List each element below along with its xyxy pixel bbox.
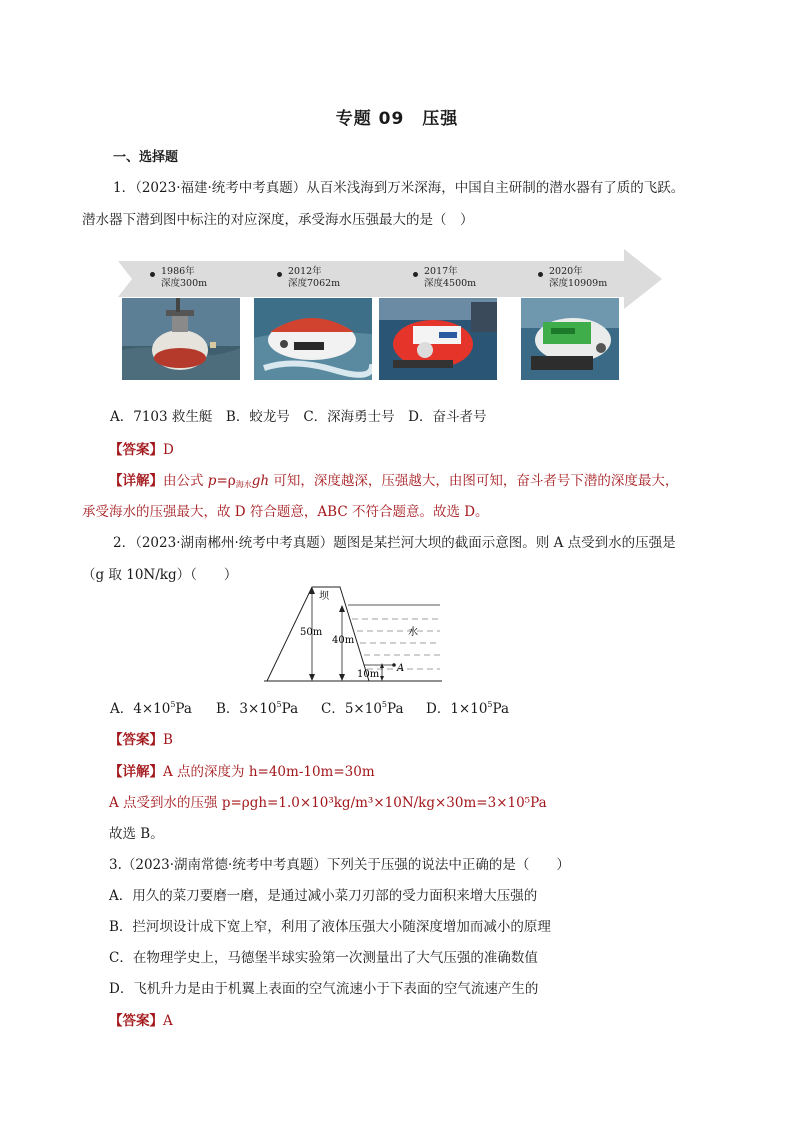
q3-option-c: C．在物理学史上，马德堡半球实验第一次测量出了大气压强的准确数值	[109, 950, 538, 966]
q1-options: A．7103 救生艇 B．蛟龙号 C．深海勇士号 D．奋斗者号	[110, 409, 487, 425]
q1-answer: 【答案】D	[109, 442, 174, 458]
q2-stem-line2: （g 取 10N/kg）（ ）	[82, 567, 238, 583]
submersible-photo-4	[521, 298, 619, 380]
q1-stem-line1: 1．（2023·福建·统考中考真题）从百米浅海到万米深海，中国自主研制的潜水器有了质的飞跃。	[113, 180, 685, 196]
q3-stem: 3.（2023·湖南常德·统考中考真题）下列关于压强的说法中正确的是（ ）	[109, 857, 570, 873]
dam-label: 坝	[319, 591, 329, 602]
timeline-dot	[277, 272, 282, 277]
bottom-height-label: 10m	[357, 669, 380, 680]
q2-option-a: A．$4\times 10^5Pa$	[110, 700, 192, 717]
q2-detail-line3: 故选 B。	[109, 826, 164, 842]
point-a-label: A	[397, 663, 405, 674]
q2-option-c: C．$5\times 10^5Pa$	[321, 700, 404, 717]
timeline-dot	[150, 272, 155, 277]
page-title: 专题 09 压强	[335, 109, 459, 129]
section-heading: 一、选择题	[113, 150, 179, 165]
timeline-label: 2012年 深度7062m	[288, 266, 341, 289]
timeline-dot	[538, 272, 543, 277]
water-label: 水	[408, 627, 418, 638]
q1-detail-line2: 承受海水的压强最大，故 D 符合题意，ABC 不符合题意。故选 D。	[82, 504, 489, 520]
q3-option-a: A．用久的菜刀要磨一磨，是通过减小菜刀刃部的受力面积来增大压强的	[109, 888, 538, 904]
height-total-label: 50m	[300, 627, 323, 638]
q2-detail-line2: A 点受到水的压强 p=ρgh=1.0×10³kg/m³×10N/kg×30m=3×10⁵Pa	[109, 795, 547, 811]
q2-answer: 【答案】B	[109, 732, 173, 748]
timeline-label: 1986年 深度300m	[161, 266, 208, 289]
q2-detail-line1: 【详解】A 点的深度为 h=40m-10m=30m	[109, 764, 375, 780]
q2-option-b: B．$3\times 10^5Pa$	[216, 700, 299, 717]
timeline-label: 2020年 深度10909m	[549, 266, 608, 289]
submersible-photo-3	[379, 298, 497, 380]
submersible-photo-1	[122, 298, 240, 380]
q3-option-b: B．拦河坝设计成下宽上窄，利用了液体压强大小随深度增加而减小的原理	[109, 919, 551, 935]
timeline-dot	[413, 272, 418, 277]
q1-stem-line2: 潜水器下潜到图中标注的对应深度，承受海水压强最大的是（ ）	[82, 212, 474, 228]
dam-cross-section-diagram	[264, 585, 444, 685]
water-depth-label: 40m	[332, 635, 355, 646]
q3-answer: 【答案】A	[109, 1013, 173, 1029]
q1-detail-line1: 【详解】由公式 $p=\rho_{海水}gh$ 可知，深度越深，压强越大，由图可知，奋斗者号下潜的深度最大，	[109, 473, 679, 489]
q2-stem-line1: 2．（2023·湖南郴州·统考中考真题）题图是某拦河大坝的截面示意图。则 A 点受到水的压强是	[113, 535, 676, 551]
submersible-photo-2	[254, 298, 372, 380]
q3-option-d: D．飞机升力是由于机翼上表面的空气流速小于下表面的空气流速产生的	[109, 981, 539, 997]
timeline-label: 2017年 深度4500m	[424, 266, 477, 289]
q2-option-d: D．$1\times 10^5Pa$	[426, 700, 510, 717]
